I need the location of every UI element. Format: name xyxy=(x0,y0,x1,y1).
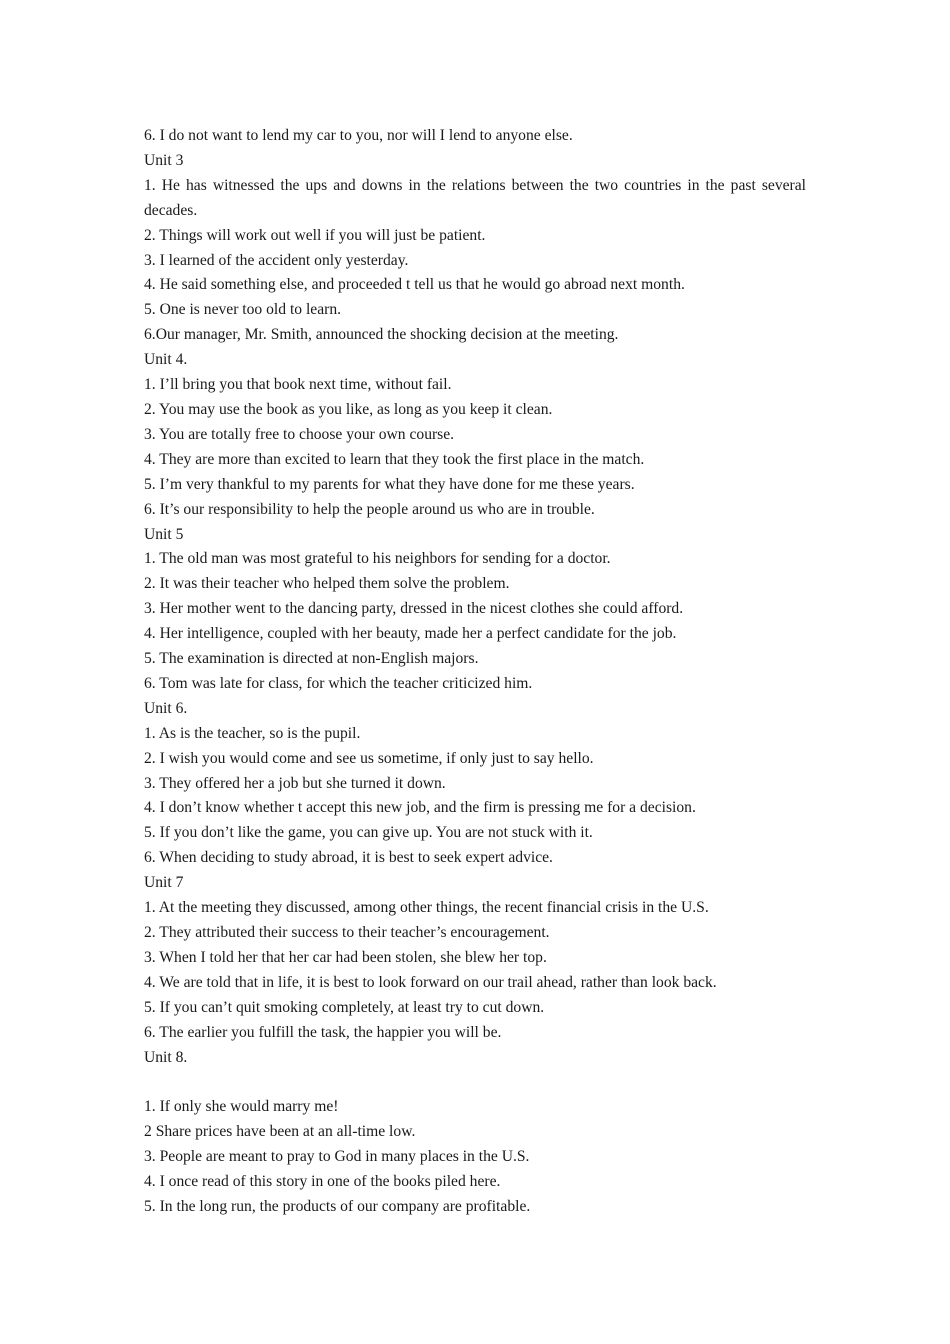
text-line: 5. The examination is directed at non-English majors. xyxy=(144,650,479,668)
text-line: 2. You may use the book as you like, as long as you keep it clean. xyxy=(144,400,553,418)
text-line: 4. They are more than excited to learn that they took the first place in the match. xyxy=(144,450,645,468)
text-line: 6. Tom was late for class, for which the teacher criticized him. xyxy=(144,674,533,692)
text-line: 1. At the meeting they discussed, among other things, the recent financial crisis in the U.S. xyxy=(144,899,709,917)
unit-heading: Unit 8. xyxy=(144,1048,188,1066)
unit-heading: Unit 4. xyxy=(144,351,188,369)
text-line: 2 Share prices have been at an all-time low. xyxy=(144,1123,416,1141)
text-line: 4. We are told that in life, it is best to look forward on our trail ahead, rather than look back. xyxy=(144,973,717,991)
text-line: 1. As is the teacher, so is the pupil. xyxy=(144,724,361,742)
text-line: 6. The earlier you fulfill the task, the happier you will be. xyxy=(144,1023,502,1041)
unit-heading: Unit 5 xyxy=(144,525,184,543)
text-line: 4. I don’t know whether t accept this new job, and the firm is pressing me for a decision. xyxy=(144,799,696,817)
text-line: 2. I wish you would come and see us sometime, if only just to say hello. xyxy=(144,749,594,767)
text-line: 4. Her intelligence, coupled with her beauty, made her a perfect candidate for the job. xyxy=(144,625,677,643)
text-line: 6. I do not want to lend my car to you, nor will I lend to anyone else. xyxy=(144,127,573,144)
text-line: 5. In the long run, the products of our company are profitable. xyxy=(144,1197,531,1215)
text-line: 3. People are meant to pray to God in many places in the U.S. xyxy=(144,1148,530,1166)
text-line: 3. They offered her a job but she turned it down. xyxy=(144,774,446,792)
text-line: 4. He said something else, and proceeded t tell us that he would go abroad next month. xyxy=(144,276,685,294)
text-line: 6.Our manager, Mr. Smith, announced the shocking decision at the meeting. xyxy=(144,326,619,344)
text-line: 1. The old man was most grateful to his neighbors for sending for a doctor. xyxy=(144,550,611,568)
blank-line xyxy=(144,1070,806,1095)
text-line: 5. If you don’t like the game, you can give up. You are not stuck with it. xyxy=(144,824,593,842)
text-line: 5. If you can’t quit smoking completely, at least try to cut down. xyxy=(144,998,545,1016)
text-line: 3. When I told her that her car had been stolen, she blew her top. xyxy=(144,948,547,966)
document-page xyxy=(144,124,806,1220)
text-line: 1. I’ll bring you that book next time, without fail. xyxy=(144,376,452,394)
text-line: 5. I’m very thankful to my parents for what they have done for me these years. xyxy=(144,475,635,493)
text-line: 2. Things will work out well if you will just be patient. xyxy=(144,226,486,244)
unit-heading: Unit 7 xyxy=(144,874,184,892)
text-line: 5. One is never too old to learn. xyxy=(144,301,342,319)
text-line: 4. I once read of this story in one of the books piled here. xyxy=(144,1173,501,1191)
text-line: 2. It was their teacher who helped them solve the problem. xyxy=(144,575,510,593)
text-line: 1. If only she would marry me! xyxy=(144,1098,339,1116)
text-line: 6. It’s our responsibility to help the people around us who are in trouble. xyxy=(144,500,595,518)
text-line: 3. You are totally free to choose your own course. xyxy=(144,425,455,443)
text-line: 3. I learned of the accident only yesterday. xyxy=(144,251,409,269)
text-line: 6. When deciding to study abroad, it is best to seek expert advice. xyxy=(144,849,553,867)
text-line: 1. He has witnessed the ups and downs in the relations between the two countries in the past several decades. xyxy=(144,176,806,219)
unit-heading: Unit 6. xyxy=(144,699,188,717)
text-line: 3. Her mother went to the dancing party, dressed in the nicest clothes she could afford. xyxy=(144,600,684,618)
unit-heading: Unit 3 xyxy=(144,151,184,169)
text-line: 2. They attributed their success to their teacher’s encouragement. xyxy=(144,924,550,941)
